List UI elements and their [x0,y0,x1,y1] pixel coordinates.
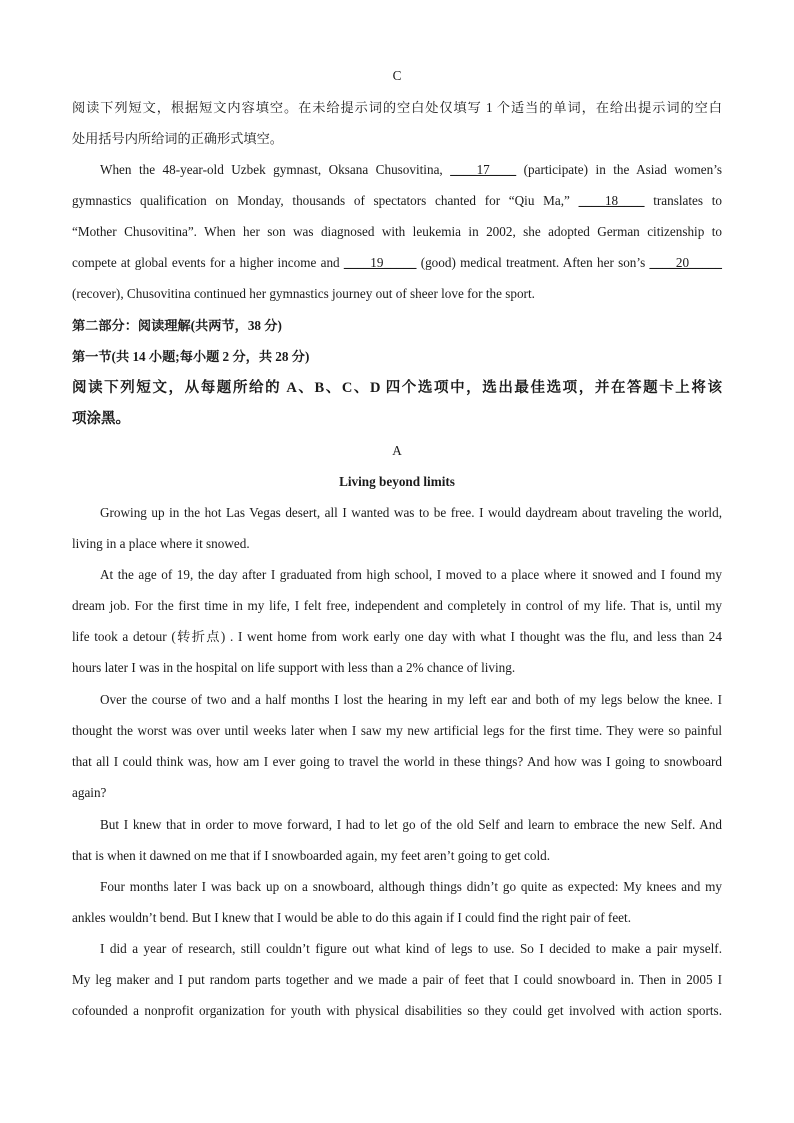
passage-a-line: Over the course of two and a half months I lost the hearing in my left ear and both of my legs below the knee. I [100,692,722,707]
passage-c-text: compete at global events for a higher income and [72,255,344,270]
part-2-section-1-title: 第一节(共 14 小题;每小题 2 分，共 28 分) [72,349,310,364]
passage-a-line: thought the worst was over until weeks later when I saw my new artificial legs for the first time. They were so painful [72,723,722,738]
passage-a-title: Living beyond limits [339,474,455,489]
blank-19: ____19_____ [343,255,417,270]
passage-c-line-1 [100,160,722,180]
passage-a-line: dream job. For the first time in my life, I felt free, independent and completely in control of my life. That is, until my [72,598,722,613]
section-c-instruction-line-1: 阅读下列短文，根据短文内容填空。在未给提示词的空白处仅填写 1 个适当的单词，在给出提示词的空白 [72,100,722,115]
passage-c-text: When the 48-year-old Uzbek gymnast, Oksana Chusovitina, [100,162,451,177]
passage-a-line: At the age of 19, the day after I graduated from high school, I moved to a place where it snowed and I found my [100,567,722,582]
passage-c-line-2 [72,191,722,211]
passage-a-line: Growing up in the hot Las Vegas desert, all I wanted was to be free. I would daydream about traveling the world, [100,505,722,520]
passage-a-line: Four months later I was back up on a snowboard, although things didn’t go quite as expected: My knees and my [100,879,722,894]
blank-18: ____18____ [578,193,645,208]
passage-a-line: I did a year of research, still couldn’t figure out what kind of legs to use. So I decided to make a pair myself. [100,941,722,956]
passage-a-line: that all I could think was, how am I ever going to travel the world in these things? And how was I going to snowboard [72,754,722,769]
part-2-title: 第二部分：阅读理解(共两节，38 分) [72,318,282,333]
passage-a-line: living in a place where it snowed. [72,536,250,551]
passage-c-text: (good) medical treatment. Aften her son’s [416,255,650,270]
passage-a-line: ankles wouldn’t bend. But I knew that I would be able to do this again if I could find the right pair of feet. [72,910,631,925]
passage-a-line: hours later I was in the hospital on life support with less than a 2% chance of living. [72,660,516,675]
passage-c-line-3: “Mother Chusovitina”. When her son was diagnosed with leukemia in 2002, she adopted German citizenship to [72,224,722,239]
part-2-instruction-line-1: 阅读下列短文，从每题所给的 A、B、C、D 四个选项中，选出最佳选项，并在答题卡上将该 [72,380,722,396]
passage-a-letter: A [392,443,402,458]
passage-c-text: gymnastics qualification on Monday, thousands of spectators chanted for “Qiu Ma,” [72,193,579,208]
passage-a-line: again? [72,785,107,800]
passage-c-line-4 [72,253,722,273]
blank-17: ____17____ [450,162,517,177]
passage-a-line: My leg maker and I put random parts together and we made a pair of feet that I could snowboard in. Then in 2005 I [72,972,722,987]
passage-c-text: translates to [644,193,722,208]
passage-c-text: (participate) in the Asiad women’s [516,162,722,177]
passage-a-line: that is when it dawned on me that if I snowboarded again, my feet aren’t going to get cold. [72,848,551,863]
blank-20: ____20_____ [649,255,722,270]
passage-a-line: cofounded a nonprofit organization for youth with physical disabilities so they could get involved with action sports. [72,1003,722,1018]
section-c-instruction-line-2: 处用括号内所给词的正确形式填空。 [72,131,283,146]
passage-a-line: life took a detour (转折点) . I went home from work early one day with what I thought was the flu, and less than 24 [72,629,722,644]
passage-c-line-5: (recover), Chusovitina continued her gymnastics journey out of sheer love for the sport. [72,286,535,301]
part-2-instruction-line-2: 项涂黑。 [72,411,130,427]
section-c-letter: C [392,68,402,83]
passage-a-line: But I knew that in order to move forward, I had to let go of the old Self and learn to embrace the new Self. And [100,817,722,832]
